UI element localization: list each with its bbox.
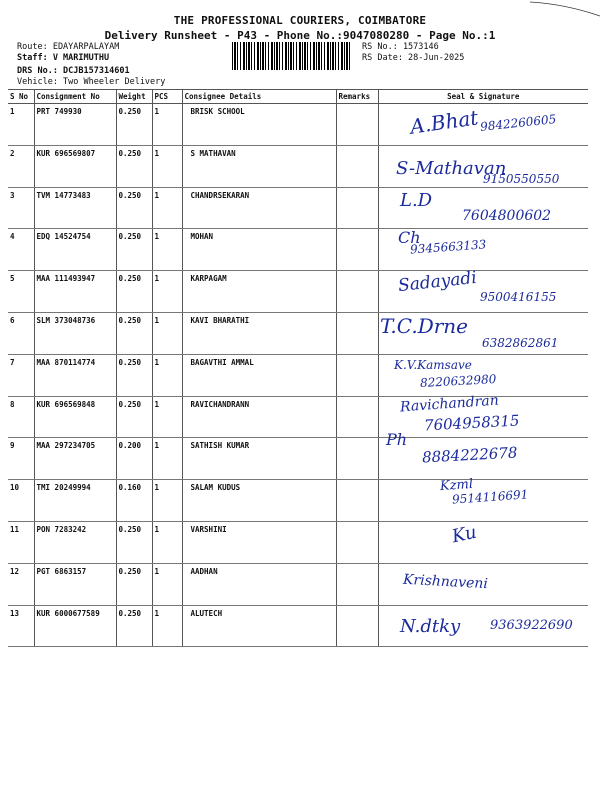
- rs-date: RS Date: 28-Jun-2025: [362, 53, 465, 63]
- row-sno: 12: [8, 563, 34, 605]
- row-signature-cell: [378, 438, 588, 480]
- row-pcs: 1: [152, 563, 182, 605]
- row-consignee: RAVICHANDRANN: [182, 396, 336, 438]
- phone-3: 7604800602: [462, 208, 552, 224]
- row-consignee: ALUTECH: [182, 605, 336, 647]
- row-remarks: [336, 187, 378, 229]
- table-row: [8, 312, 588, 354]
- signature-10: Kzml: [439, 476, 474, 495]
- staff-label: Staff: V MARIMUTHU: [17, 53, 110, 63]
- row-remarks: [336, 605, 378, 647]
- row-pcs: 1: [152, 271, 182, 313]
- row-pcs: 1: [152, 187, 182, 229]
- row-consignment: MAA 870114774: [34, 354, 116, 396]
- phone-9: 8884222678: [421, 443, 518, 467]
- row-remarks: [336, 480, 378, 522]
- row-consignee: AADHAN: [182, 563, 336, 605]
- row-pcs: 1: [152, 104, 182, 146]
- row-consignee: BAGAVTHI AMMAL: [182, 354, 336, 396]
- row-signature-cell: [378, 312, 588, 354]
- row-remarks: [336, 145, 378, 187]
- phone-13: 9363922690: [490, 618, 573, 633]
- row-signature-cell: [378, 271, 588, 313]
- row-consignee: KAVI BHARATHI: [182, 312, 336, 354]
- col-weight: Weight: [116, 90, 152, 104]
- row-consignee: MOHAN: [182, 229, 336, 271]
- row-remarks: [336, 521, 378, 563]
- row-remarks: [336, 312, 378, 354]
- row-consignee: BRISK SCHOOL: [182, 104, 336, 146]
- phone-8: 7604958315: [423, 411, 520, 435]
- table-row: [8, 229, 588, 271]
- table-row: [8, 104, 588, 146]
- signature-3: L.D: [400, 190, 433, 211]
- company-title: THE PROFESSIONAL COURIERS, COIMBATORE: [173, 14, 427, 27]
- signature-6: T.C.Drne: [380, 314, 469, 338]
- row-pcs: 1: [152, 438, 182, 480]
- col-signature: Seal & Signature: [378, 90, 588, 104]
- phone-2: 9150550550: [483, 172, 560, 186]
- row-consignee: SALAM KUDUS: [182, 480, 336, 522]
- row-remarks: [336, 271, 378, 313]
- signature-1: A.Bhat: [408, 105, 480, 139]
- row-consignee: S MATHAVAN: [182, 145, 336, 187]
- table-row: [8, 605, 588, 647]
- table-header-row: [8, 90, 588, 104]
- row-consignment: SLM 373048736: [34, 312, 116, 354]
- row-signature-cell: [378, 521, 588, 563]
- row-sno: 11: [8, 521, 34, 563]
- phone-10: 9514116691: [451, 487, 529, 507]
- row-consignment: MAA 111493947: [34, 271, 116, 313]
- row-pcs: 1: [152, 480, 182, 522]
- row-remarks: [336, 396, 378, 438]
- row-remarks: [336, 229, 378, 271]
- row-pcs: 1: [152, 229, 182, 271]
- col-pcs: PCS: [152, 90, 182, 104]
- col-remarks: Remarks: [336, 90, 378, 104]
- row-signature-cell: [378, 145, 588, 187]
- row-signature-cell: [378, 104, 588, 146]
- row-consignment: KUR 696569848: [34, 396, 116, 438]
- row-pcs: 1: [152, 354, 182, 396]
- row-sno: 13: [8, 605, 34, 647]
- row-pcs: 1: [152, 145, 182, 187]
- table-row: [8, 480, 588, 522]
- row-signature-cell: [378, 480, 588, 522]
- row-consignment: TVM 14773483: [34, 187, 116, 229]
- signature-11: Ku: [450, 521, 479, 548]
- row-pcs: 1: [152, 312, 182, 354]
- row-weight: 0.250: [116, 605, 152, 647]
- row-sno: 9: [8, 438, 34, 480]
- runsheet-table: [8, 89, 588, 647]
- runsheet-subtitle: Delivery Runsheet - P43 - Phone No.:9047080280 - Page No.:1: [104, 29, 496, 42]
- row-signature-cell: [378, 605, 588, 647]
- row-signature-cell: [378, 354, 588, 396]
- row-sno: 10: [8, 480, 34, 522]
- row-consignee: SATHISH KUMAR: [182, 438, 336, 480]
- row-weight: 0.250: [116, 271, 152, 313]
- phone-6: 6382862861: [482, 336, 559, 350]
- table-row: [8, 271, 588, 313]
- row-weight: 0.250: [116, 396, 152, 438]
- table-row: [8, 187, 588, 229]
- row-signature-cell: [378, 563, 588, 605]
- signature-12: Krishnaveni: [402, 571, 489, 593]
- signature-7: K.V.Kamsave: [394, 358, 472, 372]
- row-consignment: PRT 749930: [34, 104, 116, 146]
- drs-number: DRS No.: DCJB157314601: [17, 66, 130, 76]
- row-consignment: TMI 20249994: [34, 480, 116, 522]
- phone-5: 9500416155: [480, 290, 557, 304]
- signature-9: Ph: [386, 430, 408, 449]
- row-weight: 0.250: [116, 312, 152, 354]
- table-row: [8, 563, 588, 605]
- row-remarks: [336, 563, 378, 605]
- row-pcs: 1: [152, 396, 182, 438]
- row-weight: 0.200: [116, 438, 152, 480]
- col-consignee: Consignee Details: [182, 90, 336, 104]
- phone-4: 9345663133: [409, 237, 487, 257]
- row-sno: 2: [8, 145, 34, 187]
- row-sno: 3: [8, 187, 34, 229]
- row-sno: 4: [8, 229, 34, 271]
- table-row: [8, 145, 588, 187]
- row-weight: 0.250: [116, 229, 152, 271]
- row-consignment: EDQ 14524754: [34, 229, 116, 271]
- row-consignment: KUR 696569807: [34, 145, 116, 187]
- row-weight: 0.250: [116, 104, 152, 146]
- row-consignment: KUR 6000677589: [34, 605, 116, 647]
- col-sno: S No: [8, 90, 34, 104]
- table-row: [8, 396, 588, 438]
- signature-5: Sadayadi: [397, 267, 478, 297]
- col-consignment: Consignment No: [34, 90, 116, 104]
- row-sno: 1: [8, 104, 34, 146]
- signature-8: Ravichandran: [399, 392, 500, 416]
- row-signature-cell: [378, 229, 588, 271]
- row-sno: 7: [8, 354, 34, 396]
- phone-1: 9842260605: [479, 112, 557, 134]
- vehicle-label: Vehicle: Two Wheeler Delivery: [17, 77, 166, 87]
- row-weight: 0.250: [116, 354, 152, 396]
- row-consignee: KARPAGAM: [182, 271, 336, 313]
- row-pcs: 1: [152, 521, 182, 563]
- barcode: [232, 42, 350, 70]
- row-consignment: PON 7283242: [34, 521, 116, 563]
- row-signature-cell: [378, 187, 588, 229]
- row-sno: 8: [8, 396, 34, 438]
- row-remarks: [336, 354, 378, 396]
- row-weight: 0.250: [116, 563, 152, 605]
- row-weight: 0.250: [116, 187, 152, 229]
- row-weight: 0.250: [116, 521, 152, 563]
- table-row: [8, 521, 588, 563]
- table-row: [8, 438, 588, 480]
- row-remarks: [336, 104, 378, 146]
- row-pcs: 1: [152, 605, 182, 647]
- table-row: [8, 354, 588, 396]
- row-signature-cell: [378, 396, 588, 438]
- signature-2: S-Mathavan: [396, 158, 507, 179]
- row-sno: 5: [8, 271, 34, 313]
- row-consignment: PGT 6863157: [34, 563, 116, 605]
- row-sno: 6: [8, 312, 34, 354]
- route-label: Route: EDAYARPALAYAM: [17, 42, 120, 52]
- row-consignee: CHANDRSEKARAN: [182, 187, 336, 229]
- rs-number: RS No.: 1573146: [362, 42, 439, 52]
- signature-13: N.dtky: [400, 616, 461, 637]
- signature-4: Ch: [398, 228, 421, 247]
- row-weight: 0.250: [116, 145, 152, 187]
- row-weight: 0.160: [116, 480, 152, 522]
- row-consignment: MAA 297234705: [34, 438, 116, 480]
- row-remarks: [336, 438, 378, 480]
- document-header: [0, 14, 600, 42]
- row-consignee: VARSHINI: [182, 521, 336, 563]
- phone-7: 8220632980: [419, 372, 497, 390]
